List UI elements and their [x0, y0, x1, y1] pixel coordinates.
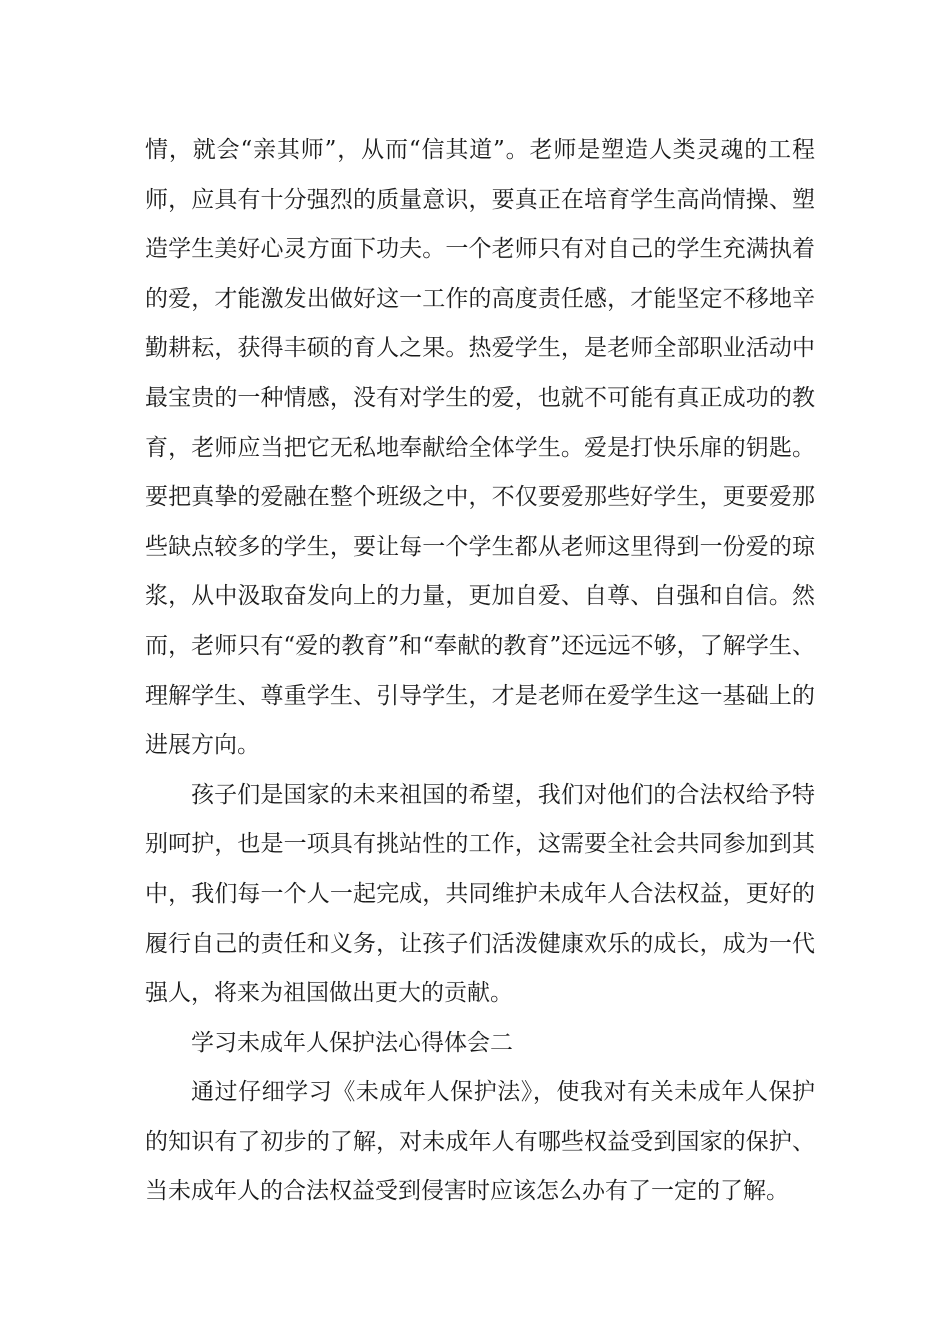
paragraph-continued: 情，就会“亲其师”，从而“信其道”。老师是塑造人类灵魂的工程师，应具有十分强烈的质量意识，要真正在培育学生高尚情操、塑造学生美好心灵方面下功夫。一个老师只有对自己的学生充满执着的爱，才能激发出做好这一工作的高度责任感，才能坚定不移地辛勤耕耘，获得丰硕的育人之果。热爱学生，是老师全部职业活动中最宝贵的一种情感，没有对学生的爱，也就不可能有真正成功的教育，老师应当把它无私地奉献给全体学生。爱是打快乐扉的钥匙。要把真挚的爱融在整个班级之中，不仅要爱那些好学生，更要爱那些缺点较多的学生，要让每一个学生都从老师这里得到一份爱的琼浆，从中汲取奋发向上的力量，更加自爱、自尊、自强和自信。然而，老师只有“爱的教育”和“奉献的教育”还远远不够，了解学生、理解学生、尊重学生、引导学生，才是老师在爱学生这一基础上的进展方向。 — [145, 137, 815, 759]
document-body — [145, 126, 815, 1217]
paragraph-children-hope: 孩子们是国家的未来祖国的希望，我们对他们的合法权给予特别呵护，也是一项具有挑站性的工作，这需要全社会共同参加到其中，我们每一个人一起完成，共同维护未成年人合法权益，更好的履行自己的责任和义务，让孩子们活泼健康欢乐的成长，成为一代强人，将来为祖国做出更大的贡献。 — [145, 781, 815, 1007]
paragraph-study-law: 通过仔细学习《未成年人保护法》，使我对有关未成年人保护的知识有了初步的了解，对未成年人有哪些权益受到国家的保护、当未成年人的合法权益受到侵害时应该怎么办有了一定的了解。 — [145, 1079, 815, 1205]
section-heading: 学习未成年人保护法心得体会二 — [191, 1029, 513, 1056]
